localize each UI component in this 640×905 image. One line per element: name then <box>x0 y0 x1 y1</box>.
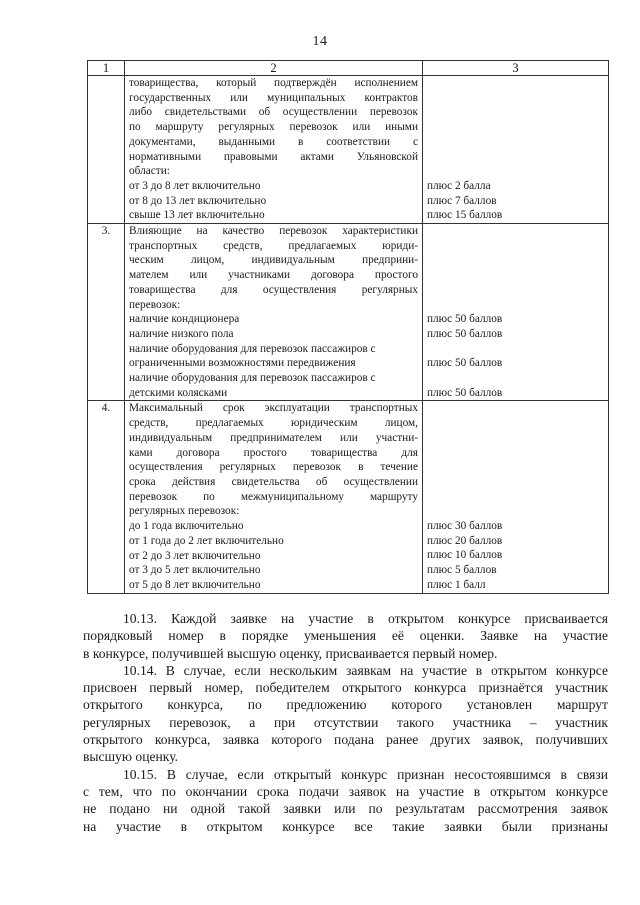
paragraph-line: на участие в открытом конкурсе все такие заявки были признаны <box>83 818 608 834</box>
paragraph-line: порядковый номер в порядке уменьшения её оценки. Заявке на участие <box>83 628 608 644</box>
points-value: плюс 30 баллов <box>427 519 503 532</box>
points-value: плюс 7 баллов <box>427 194 497 207</box>
paragraph-line: 10.13. Каждой заявке на участие в открытом конкурсе присваивается <box>123 611 608 626</box>
criterion-line: государственных или муниципальных контрактов <box>129 91 418 104</box>
criterion-line: транспортных средств, предлагаемых юриди- <box>129 239 418 252</box>
criterion-text-cell <box>125 224 423 401</box>
table-row-continuation <box>88 76 609 224</box>
criterion-line: Максимальный срок эксплуатации транспортных <box>129 402 418 415</box>
points-value: плюс 50 баллов <box>427 357 503 370</box>
paragraph-10-15 <box>83 766 608 835</box>
criterion-line: мателем или участниками договора простого <box>129 269 418 282</box>
table-header-row <box>88 61 609 76</box>
page-number: 14 <box>312 34 328 49</box>
criterion-line: перевозок: <box>129 298 181 311</box>
criterion-line: ками договора простого товарищества для <box>129 446 418 459</box>
body-text <box>83 610 608 835</box>
criterion-line: по маршруту регулярных перевозок или иными <box>129 121 418 134</box>
row-number-cell: 3. <box>88 224 125 401</box>
criterion-line: документами, выданными в соответствии с <box>129 135 418 148</box>
paragraph-line: открытого конкурса, по предложению которого установлен маршрут <box>83 697 608 713</box>
header-col-3: 3 <box>423 61 609 76</box>
criterion-item: наличие кондиционера <box>129 313 240 326</box>
table-row-3 <box>88 224 609 401</box>
header-col-1: 1 <box>88 61 125 76</box>
criterion-line: области: <box>129 165 170 178</box>
criterion-line: индивидуальным предпринимателем или участни- <box>129 431 418 444</box>
paragraph-10-14 <box>83 662 608 766</box>
criterion-item: от 3 до 5 лет включительно <box>129 564 261 577</box>
criterion-item: наличие оборудования для перевозок пассажиров с <box>129 372 376 385</box>
criterion-line: товарищества, который подтверждён исполнением <box>129 77 418 89</box>
points-value: плюс 50 баллов <box>427 313 503 326</box>
points-cell <box>423 76 609 224</box>
criterion-line: товарищества для осуществления регулярных <box>129 283 418 296</box>
criterion-line: перевозок по межмуниципальному маршруту <box>129 490 418 503</box>
paragraph-10-13 <box>83 610 608 662</box>
row-number-cell <box>88 76 125 224</box>
points-value: плюс 15 баллов <box>427 209 503 222</box>
criterion-item: от 5 до 8 лет включительно <box>129 578 261 591</box>
criterion-line: средств, предлагаемых юридическим лицом, <box>129 417 418 430</box>
paragraph-line: регулярных перевозок, а при отсутствии такого участника – участник <box>83 714 608 730</box>
paragraph-line: 10.15. В случае, если открытый конкурс признан несостоявшимся в связи <box>123 766 608 782</box>
points-value: плюс 20 баллов <box>427 534 503 547</box>
criterion-item: наличие оборудования для перевозок пассажиров с <box>129 342 376 355</box>
paragraph-line: в конкурсе, получившей высшую оценку, присваивается первый номер. <box>83 645 498 661</box>
paragraph-line: с тем, что по окончании срока подачи заявок на участие в открытом конкурсе <box>83 783 608 799</box>
criterion-item: детскими колясками <box>129 386 228 399</box>
points-cell <box>423 224 609 401</box>
points-value: плюс 1 балл <box>427 578 486 591</box>
criterion-item: от 1 года до 2 лет включительно <box>129 534 284 547</box>
criterion-text-cell <box>125 401 423 593</box>
criterion-text-cell <box>125 76 423 224</box>
paragraph-line: высшую оценку. <box>83 749 179 765</box>
criterion-item: свыше 13 лет включительно <box>129 209 265 222</box>
points-value: плюс 10 баллов <box>427 549 503 562</box>
criterion-item: от 8 до 13 лет включительно <box>129 194 267 207</box>
criterion-line: Влияющие на качество перевозок характеристики <box>129 225 418 238</box>
criterion-line: осуществления регулярных перевозок в течение <box>129 461 418 474</box>
table-row-4 <box>88 401 609 593</box>
points-value: плюс 2 балла <box>427 179 491 192</box>
points-value: плюс 50 баллов <box>427 327 503 340</box>
criterion-line: срока действия свидетельства об осуществлении <box>129 475 418 488</box>
criteria-table <box>87 60 609 594</box>
row-number-cell: 4. <box>88 401 125 593</box>
paragraph-line: присвоен первый номер, победителем открытого конкурса признаётся участник <box>83 680 608 696</box>
criterion-line: либо свидетельствами об осуществлении перевозок <box>129 106 418 119</box>
criterion-line: ческим лицом, индивидуальным предприни- <box>129 254 418 267</box>
criterion-line: регулярных перевозок: <box>129 505 240 518</box>
header-col-2: 2 <box>125 61 423 76</box>
paragraph-line: не подано ни одной такой заявки или по результатам рассмотрения заявок <box>83 801 608 817</box>
points-cell <box>423 401 609 593</box>
criterion-line: нормативными правовыми актами Ульяновской <box>129 150 418 163</box>
paragraph-line: 10.14. В случае, если нескольким заявкам на участие в открытом конкурсе <box>123 662 608 678</box>
criterion-item: ограниченными возможностями передвижения <box>129 357 356 370</box>
paragraph-line: открытого конкурса, заявка которого подана ранее других заявок, получивших <box>83 732 608 748</box>
criterion-item: наличие низкого пола <box>129 327 234 340</box>
points-value: плюс 50 баллов <box>427 386 503 399</box>
points-value: плюс 5 баллов <box>427 564 497 577</box>
criterion-item: от 3 до 8 лет включительно <box>129 179 261 192</box>
criterion-item: до 1 года включительно <box>129 520 244 533</box>
criterion-item: от 2 до 3 лет включительно <box>129 549 261 562</box>
